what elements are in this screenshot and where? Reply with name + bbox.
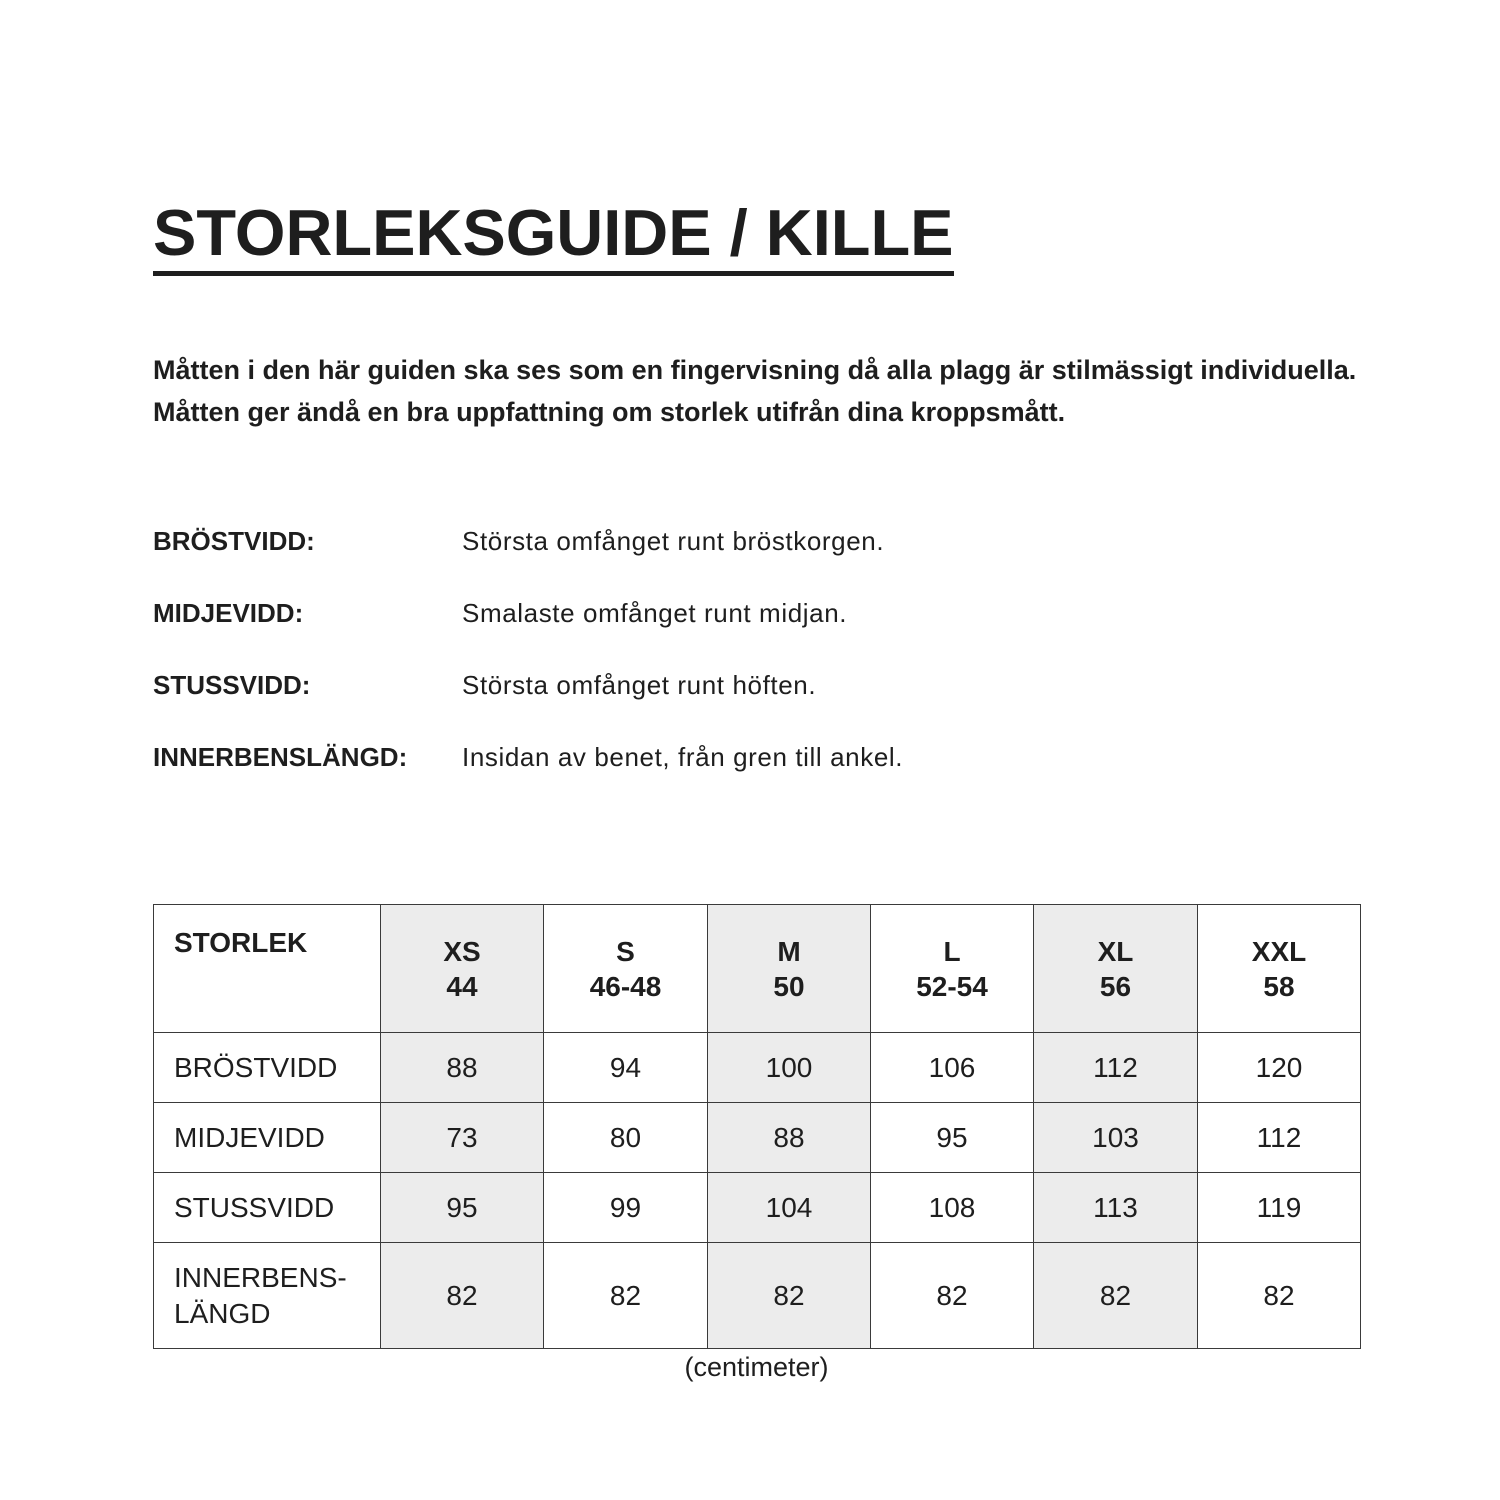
row-label-line: LÄNGD xyxy=(174,1297,271,1329)
definition-term: MIDJEVIDD: xyxy=(153,598,304,628)
intro-text: Måtten i den här guiden ska ses som en fingervisning då alla plagg är stilmässigt individuella. Måtten ger ändå en bra uppfattning om storlek utifrån dina kroppsmått. xyxy=(153,355,1357,427)
definition-description: Smalaste omfånget runt midjan. xyxy=(462,598,848,628)
table-row xyxy=(154,1033,1361,1103)
table-cell: 82 xyxy=(1034,1243,1198,1349)
unit-note: (centimeter) xyxy=(684,1352,829,1382)
size-header-xs xyxy=(381,905,544,1033)
table-cell: 112 xyxy=(1198,1103,1361,1173)
table-cell: 120 xyxy=(1198,1033,1361,1103)
size-header-m xyxy=(708,905,871,1033)
row-label xyxy=(154,1243,381,1349)
size-header-xl xyxy=(1034,905,1198,1033)
size-header-xxl xyxy=(1198,905,1361,1033)
definition-term: INNERBENSLÄNGD: xyxy=(153,742,408,772)
size-header-label: STORLEK xyxy=(154,905,381,1033)
row-label: BRÖSTVIDD xyxy=(154,1033,381,1103)
size-label: L xyxy=(943,935,961,967)
definition-row xyxy=(153,665,903,737)
definition-description: Insidan av benet, från gren till ankel. xyxy=(462,742,904,772)
table-cell: 95 xyxy=(381,1173,544,1243)
table-cell: 80 xyxy=(544,1103,708,1173)
definition-term: BRÖSTVIDD: xyxy=(153,526,315,556)
table-cell: 108 xyxy=(871,1173,1034,1243)
table-cell: 95 xyxy=(871,1103,1034,1173)
row-label-line: INNERBENS- xyxy=(174,1261,347,1293)
table-cell: 103 xyxy=(1034,1103,1198,1173)
size-number: 46-48 xyxy=(589,970,662,1002)
definition-row xyxy=(153,521,903,593)
size-number: 50 xyxy=(773,970,805,1002)
table-row xyxy=(154,1103,1361,1173)
table-row xyxy=(154,1243,1361,1349)
table-cell: 82 xyxy=(1198,1243,1361,1349)
table-cell: 82 xyxy=(544,1243,708,1349)
table-cell: 113 xyxy=(1034,1173,1198,1243)
definition-row xyxy=(153,737,903,809)
table-cell: 82 xyxy=(871,1243,1034,1349)
size-label: S xyxy=(616,935,635,967)
table-cell: 99 xyxy=(544,1173,708,1243)
size-label: XXL xyxy=(1251,935,1307,967)
size-number: 58 xyxy=(1263,970,1295,1002)
definition-description: Största omfånget runt höften. xyxy=(462,670,817,700)
table-row xyxy=(154,1173,1361,1243)
size-label: XL xyxy=(1097,935,1134,967)
size-number: 56 xyxy=(1099,970,1132,1002)
table-cell: 112 xyxy=(1034,1033,1198,1103)
table-header-row xyxy=(154,905,1361,1033)
size-header-l xyxy=(871,905,1034,1033)
table-cell: 73 xyxy=(381,1103,544,1173)
table-cell: 106 xyxy=(871,1033,1034,1103)
table-cell: 94 xyxy=(544,1033,708,1103)
row-label: MIDJEVIDD xyxy=(154,1103,381,1173)
table-cell: 82 xyxy=(708,1243,871,1349)
page-title: STORLEKSGUIDE / KILLE xyxy=(153,196,954,276)
size-number: 44 xyxy=(446,970,478,1002)
table-cell: 82 xyxy=(381,1243,544,1349)
table-cell: 88 xyxy=(381,1033,544,1103)
size-label: XS xyxy=(443,935,481,967)
size-number: 52-54 xyxy=(916,970,988,1002)
size-label: M xyxy=(777,935,801,967)
size-table xyxy=(153,904,1361,1349)
definitions-list xyxy=(153,521,903,809)
table-cell: 104 xyxy=(708,1173,871,1243)
table-cell: 100 xyxy=(708,1033,871,1103)
definition-description: Största omfånget runt bröstkorgen. xyxy=(462,526,885,556)
size-header-s xyxy=(544,905,708,1033)
definition-term: STUSSVIDD: xyxy=(153,670,311,700)
table-cell: 88 xyxy=(708,1103,871,1173)
definition-row xyxy=(153,593,903,665)
table-cell: 119 xyxy=(1198,1173,1361,1243)
row-label: STUSSVIDD xyxy=(154,1173,381,1243)
